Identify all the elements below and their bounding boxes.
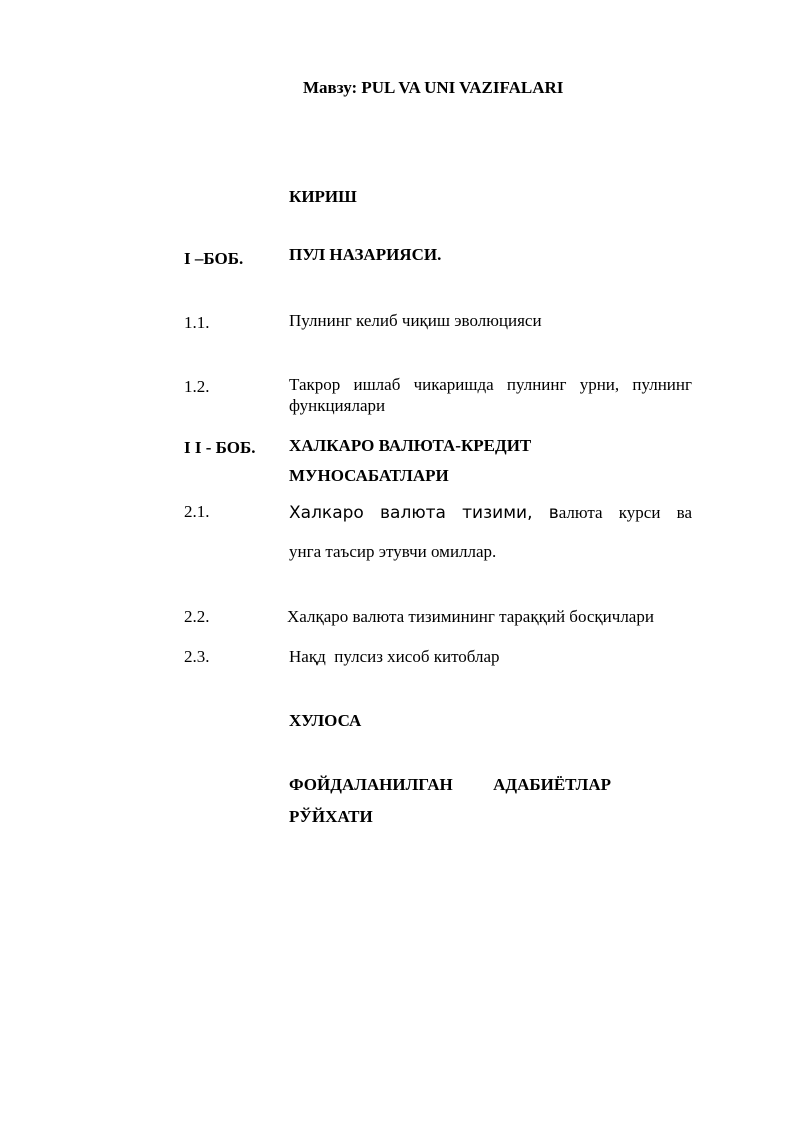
word: Такрор <box>289 375 341 394</box>
word: Халкаро <box>289 503 364 523</box>
word: пулнинг <box>506 375 567 394</box>
chapter-2-title-line2: МУНОСАБАТЛАРИ <box>289 466 449 485</box>
section-2-1-title-line2: унга таъсир этувчи омиллар. <box>289 542 497 561</box>
word-rest: алюта <box>558 503 603 522</box>
section-2-3-title: Нақд пулсиз хисоб китоблар <box>289 647 500 666</box>
toc-conclusion: ХУЛОСА <box>289 711 362 730</box>
word: АДАБИЁТЛАР <box>493 775 611 794</box>
toc-intro: КИРИШ <box>289 187 357 206</box>
word: пулнинг <box>632 375 692 394</box>
word: валюта <box>380 503 446 523</box>
word: курси <box>618 503 661 522</box>
chapter-2-label: I I - БОБ. <box>184 438 256 457</box>
word: урни, <box>579 375 620 394</box>
section-2-3-number: 2.3. <box>184 647 210 666</box>
toc-references-line2: РЎЙХАТИ <box>289 807 373 826</box>
section-2-2-number: 2.2. <box>184 607 210 626</box>
word: чикаришда <box>413 375 494 394</box>
section-2-2-title: Халқаро валюта тизимининг тараққий босқичлари <box>287 607 654 626</box>
title-text: PUL VA UNI VAZIFALARI <box>361 78 564 97</box>
section-1-1-number: 1.1. <box>184 313 210 332</box>
section-1-2-title-line2: функциялари <box>289 396 386 415</box>
section-1-1-title: Пулнинг келиб чиқиш эволюцияси <box>289 311 542 330</box>
chapter-1-title: ПУЛ НАЗАРИЯСИ. <box>289 245 442 264</box>
title-prefix: Мавзу: <box>303 78 358 97</box>
chapter-1-label: I –БОБ. <box>184 249 244 268</box>
section-2-1-number: 2.1. <box>184 502 210 521</box>
toc-references-line1 <box>289 775 611 795</box>
word-start: в <box>548 503 559 523</box>
chapter-2-title-line1: ХАЛКАРО ВАЛЮТА-КРЕДИТ <box>289 436 532 455</box>
word <box>549 503 603 523</box>
section-1-2-number: 1.2. <box>184 377 210 396</box>
page-title <box>303 78 563 98</box>
section-2-1-title-line1 <box>289 503 692 523</box>
word: тизими, <box>462 503 533 523</box>
word: ишлаб <box>353 375 401 394</box>
word: ва <box>676 503 692 522</box>
section-1-2-title-line1 <box>289 375 692 395</box>
word: ФОЙДАЛАНИЛГАН <box>289 775 453 794</box>
